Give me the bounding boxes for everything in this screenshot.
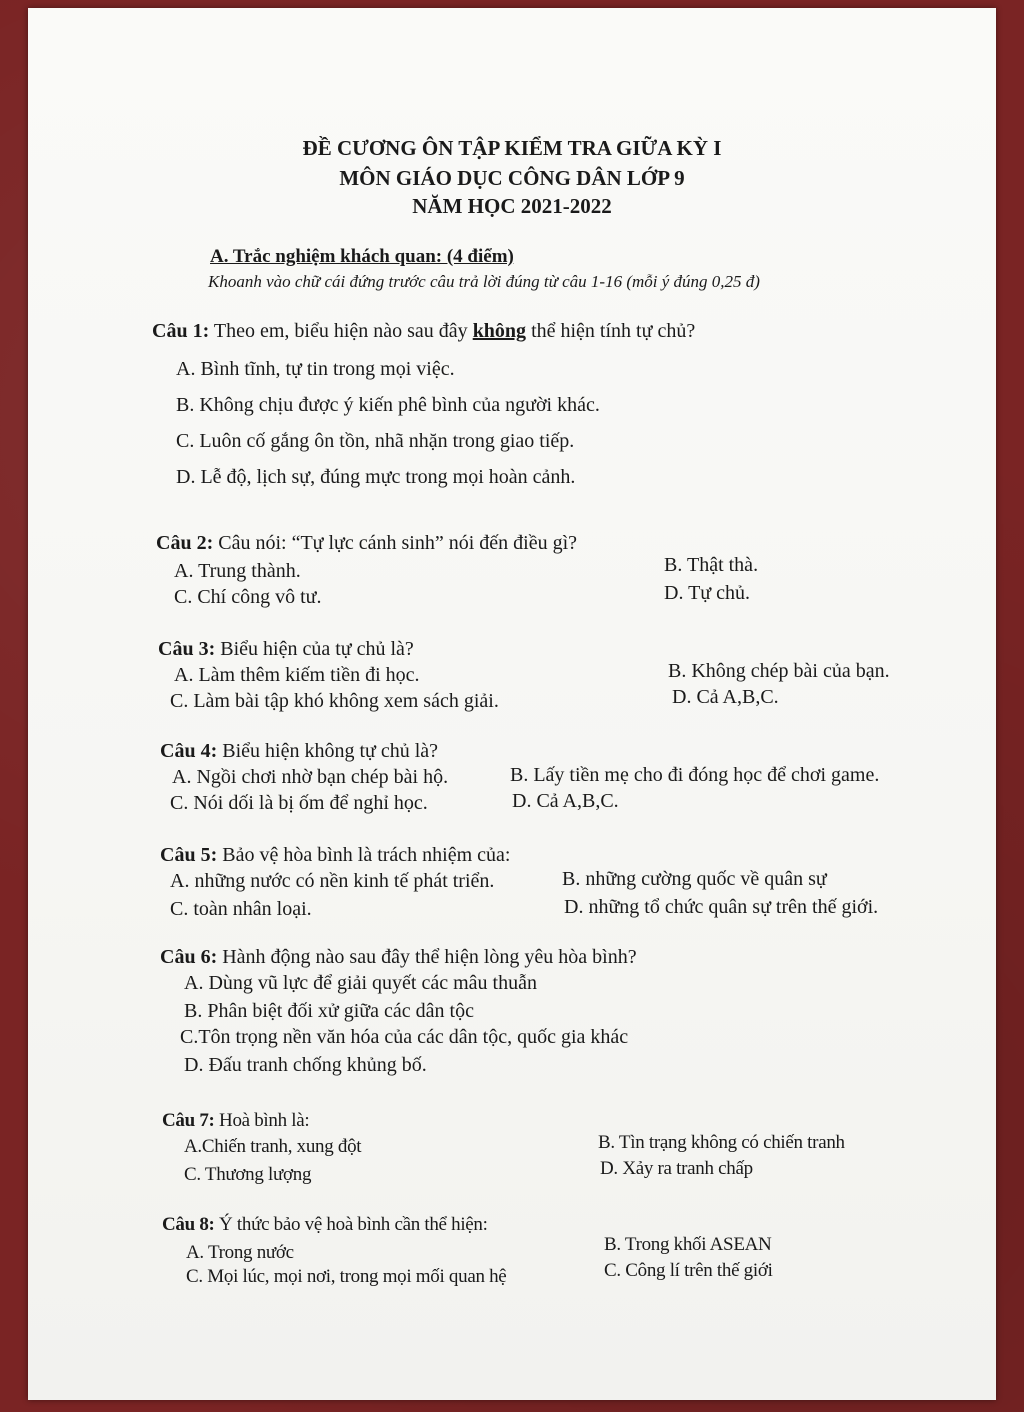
section-heading: A. Trắc nghiệm khách quan: (4 điểm) (210, 246, 514, 267)
option-8d[interactable]: C. Công lí trên thế giới (604, 1260, 773, 1281)
question-text: Biểu hiện không tự chủ là? (217, 740, 439, 762)
option-3d[interactable]: D. Cả A,B,C. (672, 686, 779, 708)
option-6a[interactable]: A. Dùng vũ lực để giải quyết các mâu thuẫn (184, 972, 537, 994)
option-4b[interactable]: B. Lấy tiền mẹ cho đi đóng học để chơi game. (510, 764, 880, 786)
page-title-line-2: MÔN GIÁO DỤC CÔNG DÂN LỚP 9 (339, 166, 685, 190)
question-label: Câu 2: (156, 532, 214, 554)
question-1 (152, 320, 695, 343)
option-2a[interactable]: A. Trung thành. (174, 560, 301, 582)
page-title-line-1: ĐỀ CƯƠNG ÔN TẬP KIỂM TRA GIỮA KỲ I (302, 136, 722, 160)
question-text: Câu nói: “Tự lực cánh sinh” nói đến điều gì? (213, 532, 578, 554)
question-2 (156, 532, 577, 555)
question-text: Bảo vệ hòa bình là trách nhiệm của: (217, 844, 511, 866)
option-4d[interactable]: D. Cả A,B,C. (512, 790, 619, 812)
question-text: Hành động nào sau đây thể hiện lòng yêu hòa bình? (217, 946, 637, 968)
option-2c[interactable]: C. Chí công vô tư. (174, 586, 322, 608)
page-title-line-3: NĂM HỌC 2021-2022 (412, 194, 612, 218)
question-label: Câu 5: (160, 844, 218, 866)
option-8a[interactable]: A. Trong nước (186, 1242, 294, 1263)
question-text: thể hiện tính tự chủ? (526, 320, 696, 342)
option-5c[interactable]: C. toàn nhân loại. (170, 898, 312, 920)
option-2d[interactable]: D. Tự chủ. (664, 582, 751, 604)
question-4 (160, 740, 438, 763)
question-label: Câu 4: (160, 740, 218, 762)
option-4c[interactable]: C. Nói dối là bị ốm để nghỉ học. (170, 792, 428, 814)
option-7c[interactable]: C. Thương lượng (184, 1164, 312, 1185)
question-text: Biểu hiện của tự chủ là? (215, 638, 414, 660)
question-text: Theo em, biểu hiện nào sau đây (209, 320, 473, 342)
question-text: Ý thức bảo vệ hoà bình cần thể hiện: (214, 1214, 488, 1235)
option-6d[interactable]: D. Đấu tranh chống khủng bố. (184, 1054, 427, 1076)
option-8b[interactable]: B. Trong khối ASEAN (604, 1234, 772, 1255)
option-2b[interactable]: B. Thật thà. (664, 554, 759, 576)
option-6b[interactable]: B. Phân biệt đối xử giữa các dân tộc (184, 1000, 474, 1022)
option-3b[interactable]: B. Không chép bài của bạn. (668, 660, 890, 682)
question-emphasis: không (472, 320, 527, 342)
option-7b[interactable]: B. Tìn trạng không có chiến tranh (598, 1132, 845, 1153)
question-5 (160, 844, 510, 867)
option-1a[interactable]: A. Bình tĩnh, tự tin trong mọi việc. (176, 358, 455, 380)
option-7d[interactable]: D. Xảy ra tranh chấp (600, 1158, 753, 1179)
option-5d[interactable]: D. những tổ chức quân sự trên thế giới. (564, 896, 879, 918)
option-1d[interactable]: D. Lễ độ, lịch sự, đúng mực trong mọi hoàn cảnh. (176, 466, 576, 488)
option-1c[interactable]: C. Luôn cố gắng ôn tồn, nhã nhặn trong giao tiếp. (176, 430, 575, 452)
option-5a[interactable]: A. những nước có nền kinh tế phát triển. (170, 870, 495, 892)
section-instruction: Khoanh vào chữ cái đứng trước câu trả lời đúng từ câu 1-16 (mỗi ý đúng 0,25 đ) (208, 272, 760, 291)
question-label: Câu 6: (160, 946, 218, 968)
question-text: Hoà bình là: (214, 1110, 310, 1131)
option-3a[interactable]: A. Làm thêm kiếm tiền đi học. (174, 664, 420, 686)
option-3c[interactable]: C. Làm bài tập khó không xem sách giải. (170, 690, 499, 712)
option-5b[interactable]: B. những cường quốc về quân sự (562, 868, 827, 890)
question-label: Câu 1: (152, 320, 210, 342)
option-7a[interactable]: A.Chiến tranh, xung đột (184, 1136, 362, 1157)
question-6 (160, 946, 637, 969)
question-label: Câu 3: (158, 638, 216, 660)
question-7 (162, 1110, 309, 1132)
question-label: Câu 8: (162, 1214, 215, 1235)
option-4a[interactable]: A. Ngồi chơi nhờ bạn chép bài hộ. (172, 766, 449, 788)
question-3 (158, 638, 414, 661)
question-label: Câu 7: (162, 1110, 215, 1131)
question-8 (162, 1214, 488, 1236)
option-1b[interactable]: B. Không chịu được ý kiến phê bình của người khác. (176, 394, 600, 416)
option-8c[interactable]: C. Mọi lúc, mọi nơi, trong mọi mối quan hệ (186, 1266, 507, 1287)
option-6c[interactable]: C.Tôn trọng nền văn hóa của các dân tộc, quốc gia khác (180, 1026, 629, 1048)
exam-paper (28, 8, 996, 1400)
